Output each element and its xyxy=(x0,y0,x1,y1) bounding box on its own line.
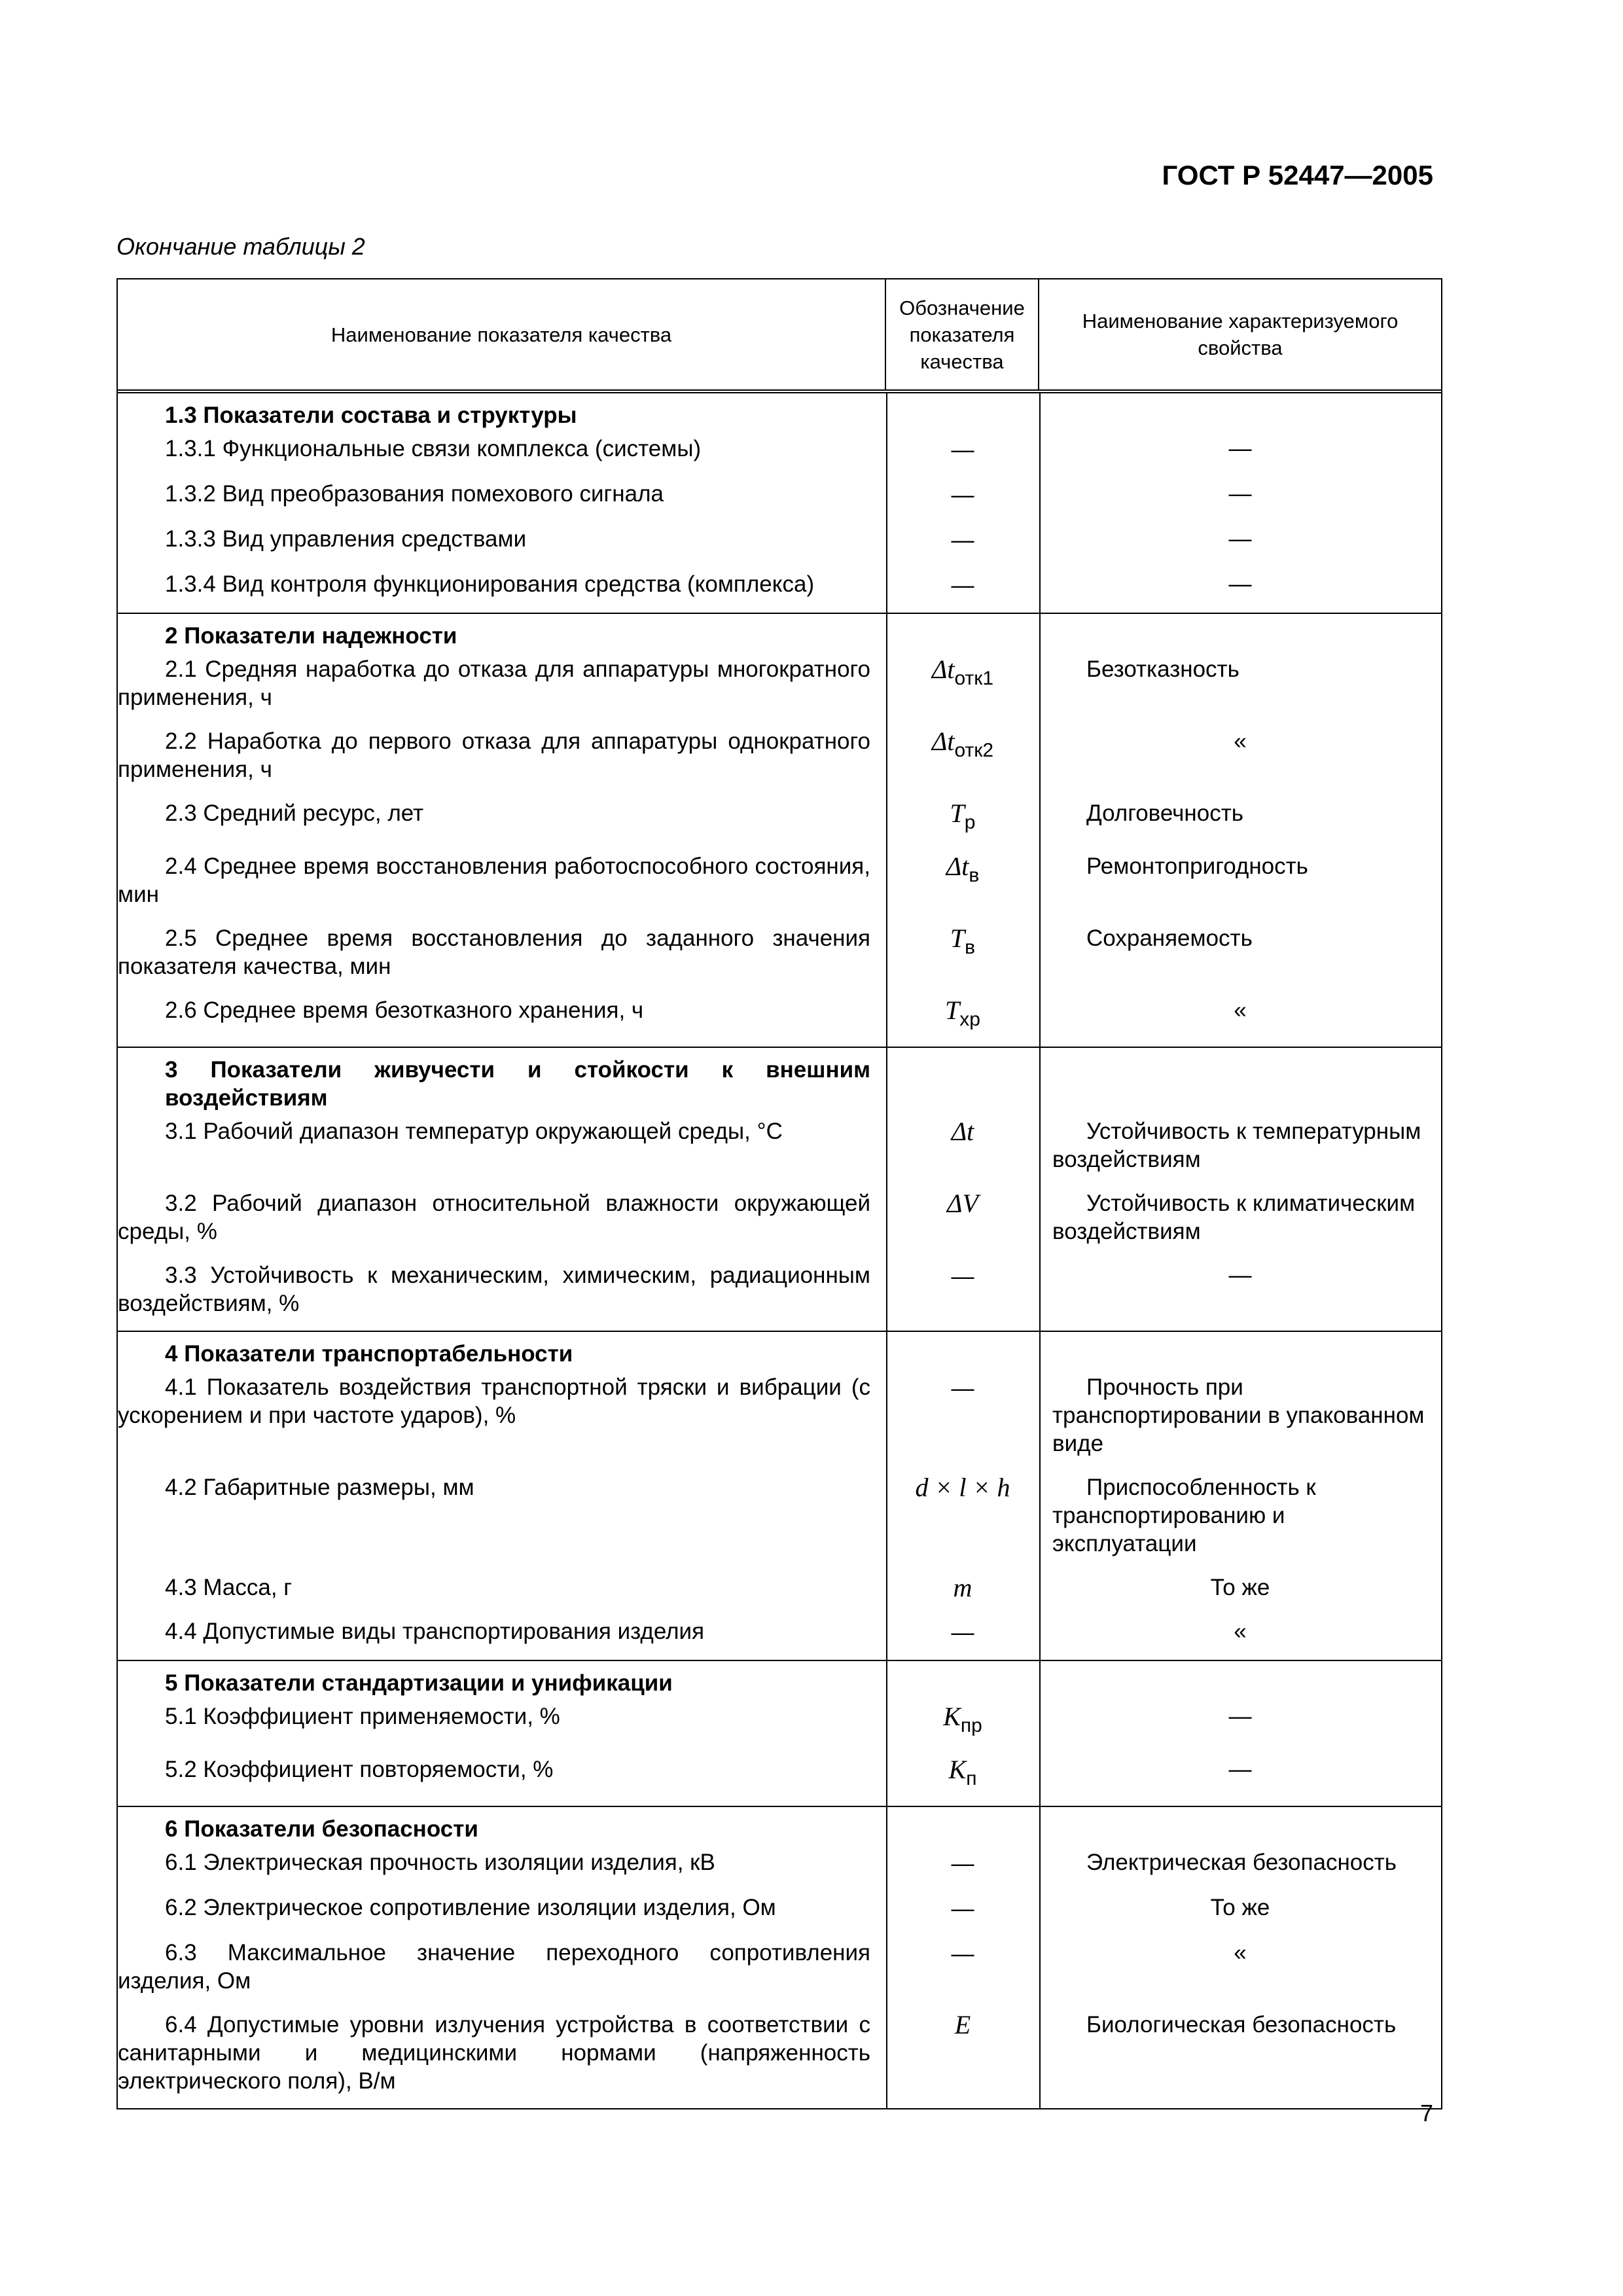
table-row xyxy=(118,994,1441,1047)
section-title: 1.3 Показатели состава и структуры xyxy=(165,403,577,428)
property-name: — xyxy=(1228,526,1252,552)
table-row xyxy=(118,1371,1441,1471)
table-section xyxy=(118,614,1441,1048)
table-section xyxy=(118,1661,1441,1807)
section-title: 2 Показатели надежности xyxy=(165,623,457,649)
indicator-designation xyxy=(886,850,1039,922)
indicator-name: 4.4 Допустимые виды транспортирования изделия xyxy=(165,1619,705,1644)
designation-symbol: T xyxy=(945,996,960,1025)
designation-subscript: отк1 xyxy=(954,668,994,689)
designation-symbol: E xyxy=(954,2010,971,2039)
property-name: « xyxy=(1234,1619,1247,1644)
table-row xyxy=(118,432,1441,477)
indicator-name: 2.6 Среднее время безотказного хранения, ч xyxy=(165,997,644,1023)
property-name: Безотказность xyxy=(1086,656,1240,682)
designation-subscript: в xyxy=(965,937,976,958)
header-name: Наименование показателя качества xyxy=(118,279,886,389)
table-row xyxy=(118,2008,1441,2108)
designation-symbol: — xyxy=(951,437,974,463)
section-title-row xyxy=(118,1661,1441,1700)
table-row xyxy=(118,1700,1441,1753)
indicator-designation xyxy=(886,1115,1039,1187)
table-row xyxy=(118,477,1441,522)
table-row xyxy=(118,797,1441,850)
property-name: То же xyxy=(1210,1895,1270,1920)
indicator-designation xyxy=(886,1259,1039,1331)
property-name: То же xyxy=(1210,1575,1270,1600)
designation-symbol: d × l × h xyxy=(915,1473,1010,1502)
designation-symbol: — xyxy=(951,573,974,598)
indicator-name: 2.3 Средний ресурс, лет xyxy=(165,800,424,826)
table-row xyxy=(118,850,1441,922)
designation-subscript: хр xyxy=(959,1009,980,1030)
indicator-name: 4.2 Габаритные размеры, мм xyxy=(165,1475,474,1500)
section-title-row xyxy=(118,1807,1441,1846)
section-title: 5 Показатели стандартизации и унификации xyxy=(165,1670,673,1696)
table-row xyxy=(118,922,1441,994)
designation-symbol: — xyxy=(951,1620,974,1645)
indicator-designation xyxy=(886,477,1039,522)
property-name: — xyxy=(1228,436,1252,461)
property-name: Устойчивость к температурным воздействиям xyxy=(1052,1119,1421,1172)
section-title: 3 Показатели живучести и стойкости к внешним воздействиям xyxy=(165,1057,870,1111)
table-row xyxy=(118,1115,1441,1187)
section-title-row xyxy=(118,1048,1441,1115)
indicator-designation xyxy=(886,1371,1039,1471)
section-title: 6 Показатели безопасности xyxy=(165,1816,478,1842)
table-row xyxy=(118,1615,1441,1660)
designation-symbol: — xyxy=(951,1896,974,1922)
indicator-designation xyxy=(886,1571,1039,1615)
designation-symbol: — xyxy=(951,1264,974,1289)
property-name: Долговечность xyxy=(1086,800,1243,826)
property-name: Электрическая безопасность xyxy=(1086,1850,1397,1875)
property-name: Ремонтопригодность xyxy=(1086,853,1308,879)
indicator-name: 2.4 Среднее время восстановления работоспособного состояния, мин xyxy=(118,853,870,907)
table-row xyxy=(118,1259,1441,1331)
table-row xyxy=(118,1187,1441,1259)
designation-symbol: — xyxy=(951,1376,974,1401)
table-row xyxy=(118,522,1441,567)
designation-symbol: T xyxy=(950,798,965,828)
indicator-name: 5.2 Коэффициент повторяемости, % xyxy=(165,1757,554,1782)
indicator-name: 4.3 Масса, г xyxy=(165,1575,293,1600)
designation-symbol: — xyxy=(951,1851,974,1876)
property-name: Сохраняемость xyxy=(1086,925,1253,951)
indicator-designation xyxy=(886,522,1039,567)
indicator-name: 3.1 Рабочий диапазон температур окружающей среды, °С xyxy=(165,1119,783,1144)
indicator-designation xyxy=(886,1700,1039,1753)
indicator-name: 3.2 Рабочий диапазон относительной влажности окружающей среды, % xyxy=(118,1191,870,1244)
indicator-designation xyxy=(886,922,1039,994)
indicator-name: 1.3.1 Функциональные связи комплекса (системы) xyxy=(165,436,702,461)
section-title-row xyxy=(118,1332,1441,1371)
indicator-designation xyxy=(886,1936,1039,2008)
property-name: Биологическая безопасность xyxy=(1086,2012,1397,2037)
indicator-designation xyxy=(886,567,1039,613)
section-title-row xyxy=(118,393,1441,432)
designation-symbol: K xyxy=(943,1702,961,1731)
indicator-name: 1.3.3 Вид управления средствами xyxy=(165,526,527,552)
table-section xyxy=(118,1332,1441,1661)
table-header xyxy=(118,279,1441,393)
indicator-name: 6.3 Максимальное значение переходного сопротивления изделия, Ом xyxy=(118,1940,870,1994)
property-name: « xyxy=(1234,997,1247,1023)
indicator-designation xyxy=(886,797,1039,850)
property-name: Устойчивость к климатическим воздействиям xyxy=(1052,1191,1416,1244)
indicator-designation xyxy=(886,725,1039,797)
property-name: « xyxy=(1234,728,1247,754)
designation-subscript: отк2 xyxy=(954,740,994,761)
indicator-name: 2.2 Наработка до первого отказа для аппаратуры однократного применения, ч xyxy=(118,728,870,782)
page-number: 7 xyxy=(1419,2100,1433,2126)
property-name: « xyxy=(1234,1940,1247,1965)
designation-symbol: — xyxy=(951,1941,974,1967)
table-row xyxy=(118,1891,1441,1936)
header-designation: Обозначение показателя качества xyxy=(886,279,1039,389)
indicator-name: 6.4 Допустимые уровни излучения устройства в соответствии с санитарными и медицинскими нормами (напряженность электрического поля), В/м xyxy=(118,2012,870,2094)
table-row xyxy=(118,653,1441,725)
designation-symbol: Δt xyxy=(946,852,969,881)
indicator-designation xyxy=(886,1187,1039,1259)
indicator-name: 1.3.4 Вид контроля функционирования средства (комплекса) xyxy=(165,571,815,597)
designation-subscript: р xyxy=(964,812,976,833)
property-name: — xyxy=(1228,571,1252,597)
designation-symbol: T xyxy=(950,924,965,953)
table-row xyxy=(118,725,1441,797)
designation-symbol: ΔV xyxy=(947,1189,978,1218)
table-row xyxy=(118,1571,1441,1615)
designation-symbol: — xyxy=(951,528,974,553)
table-caption: Окончание таблицы 2 xyxy=(116,233,365,260)
table-section xyxy=(118,1048,1441,1332)
property-name: Приспособленность к транспортированию и эксплуатации xyxy=(1052,1475,1316,1556)
indicator-designation xyxy=(886,653,1039,725)
indicator-name: 1.3.2 Вид преобразования помехового сигнала xyxy=(165,481,664,507)
table-row xyxy=(118,567,1441,613)
indicator-name: 6.2 Электрическое сопротивление изоляции изделия, Ом xyxy=(165,1895,776,1920)
table-section xyxy=(118,1807,1441,2108)
indicator-designation xyxy=(886,2008,1039,2108)
designation-subscript: п xyxy=(966,1768,977,1789)
section-title-row xyxy=(118,614,1441,653)
indicator-name: 5.1 Коэффициент применяемости, % xyxy=(165,1704,560,1729)
document-id: ГОСТ Р 52447—2005 xyxy=(1162,160,1433,190)
property-name: — xyxy=(1228,481,1252,507)
designation-symbol: K xyxy=(948,1755,967,1784)
indicator-designation xyxy=(886,432,1039,477)
indicator-designation xyxy=(886,1615,1039,1660)
quality-indicators-table xyxy=(116,278,1442,2109)
indicator-name: 2.5 Среднее время восстановления до заданного значения показателя качества, мин xyxy=(118,925,870,979)
indicator-designation xyxy=(886,1891,1039,1936)
indicator-name: 6.1 Электрическая прочность изоляции изделия, кВ xyxy=(165,1850,715,1875)
property-name: — xyxy=(1228,1704,1252,1729)
indicator-name: 3.3 Устойчивость к механическим, химическим, радиационным воздействиям, % xyxy=(118,1263,870,1316)
designation-subscript: пр xyxy=(960,1715,982,1736)
designation-symbol: — xyxy=(951,482,974,508)
table-row xyxy=(118,1471,1441,1571)
property-name: Прочность при транспортировании в упакованном виде xyxy=(1052,1374,1425,1456)
indicator-designation xyxy=(886,994,1039,1047)
designation-symbol: Δt xyxy=(931,726,955,756)
designation-symbol: Δt xyxy=(931,655,955,684)
designation-subscript: в xyxy=(969,865,980,886)
designation-symbol: Δt xyxy=(951,1117,974,1146)
designation-symbol: m xyxy=(953,1573,972,1602)
indicator-designation xyxy=(886,1753,1039,1806)
table-section xyxy=(118,393,1441,614)
table-row xyxy=(118,1936,1441,2008)
table-row xyxy=(118,1753,1441,1806)
property-name: — xyxy=(1228,1757,1252,1782)
table-row xyxy=(118,1846,1441,1891)
section-title: 4 Показатели транспортабельности xyxy=(165,1341,573,1367)
header-property: Наименование характеризуемого свойства xyxy=(1082,310,1399,359)
indicator-name: 2.1 Средняя наработка до отказа для аппаратуры многократного применения, ч xyxy=(118,656,870,710)
table-body xyxy=(118,393,1441,2108)
indicator-name: 4.1 Показатель воздействия транспортной тряски и вибрации (с ускорением и при частоте ударов), % xyxy=(118,1374,870,1428)
indicator-designation xyxy=(886,1471,1039,1571)
indicator-designation xyxy=(886,1846,1039,1891)
property-name: — xyxy=(1228,1263,1252,1288)
